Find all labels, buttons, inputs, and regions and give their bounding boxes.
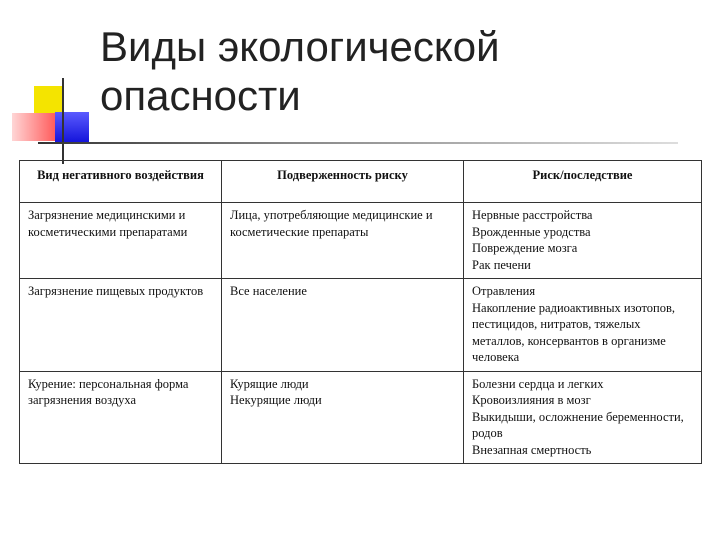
slide-title-line-1: Виды экологической	[100, 23, 500, 70]
cell-exposure	[222, 371, 464, 464]
consequence-line: Отравления	[472, 284, 536, 298]
exposure-line: Все население	[230, 284, 307, 298]
cell-impact: Загрязнение медицинскими и косметическими препаратами	[20, 203, 222, 279]
consequence-line: Повреждение мозга	[472, 241, 578, 255]
consequence-line: Болезни сердца и легких	[472, 376, 604, 391]
table-row	[20, 371, 702, 464]
cell-exposure	[222, 279, 464, 372]
exposure-line: Курящие люди	[230, 376, 309, 391]
cell-exposure	[222, 203, 464, 279]
table-row	[20, 203, 702, 279]
decor-vertical-line	[62, 78, 64, 164]
header-exposure: Подверженность риску	[222, 161, 464, 203]
consequence-line: Накопление радиоактивных изотопов, пестицидов, нитратов, тяжелых металлов, консервантов в организме человека	[472, 300, 676, 364]
hazards-table	[19, 160, 702, 464]
cell-impact: Курение: персональная форма загрязнения воздуха	[20, 371, 222, 464]
slide-title-line-2: опасности	[100, 72, 301, 119]
table-header-row	[20, 161, 702, 203]
consequence-line: Кровоизлияния в мозг	[472, 393, 591, 407]
cell-consequences	[464, 279, 702, 372]
header-consequence: Риск/последствие	[464, 161, 702, 203]
consequence-line: Выкидыши, осложнение беременности, родов	[472, 409, 684, 440]
cell-consequences	[464, 203, 702, 279]
table-row	[20, 279, 702, 372]
cell-consequences	[464, 371, 702, 464]
cell-impact: Загрязнение пищевых продуктов	[20, 279, 222, 372]
slide-title	[100, 22, 500, 120]
exposure-line: Лица, употребляющие медицинские и косметические препараты	[230, 208, 433, 239]
decor-red-square	[12, 113, 56, 141]
consequence-line: Врожденные уродства	[472, 224, 591, 239]
consequence-line: Внезапная смертность	[472, 442, 592, 457]
consequence-line: Рак печени	[472, 257, 531, 272]
decor-horizontal-line	[38, 142, 678, 144]
exposure-line: Некурящие люди	[230, 393, 322, 407]
decor-blue-square	[55, 112, 89, 144]
consequence-line: Нервные расстройства	[472, 208, 593, 222]
header-impact: Вид негативного воздействия	[20, 161, 222, 203]
